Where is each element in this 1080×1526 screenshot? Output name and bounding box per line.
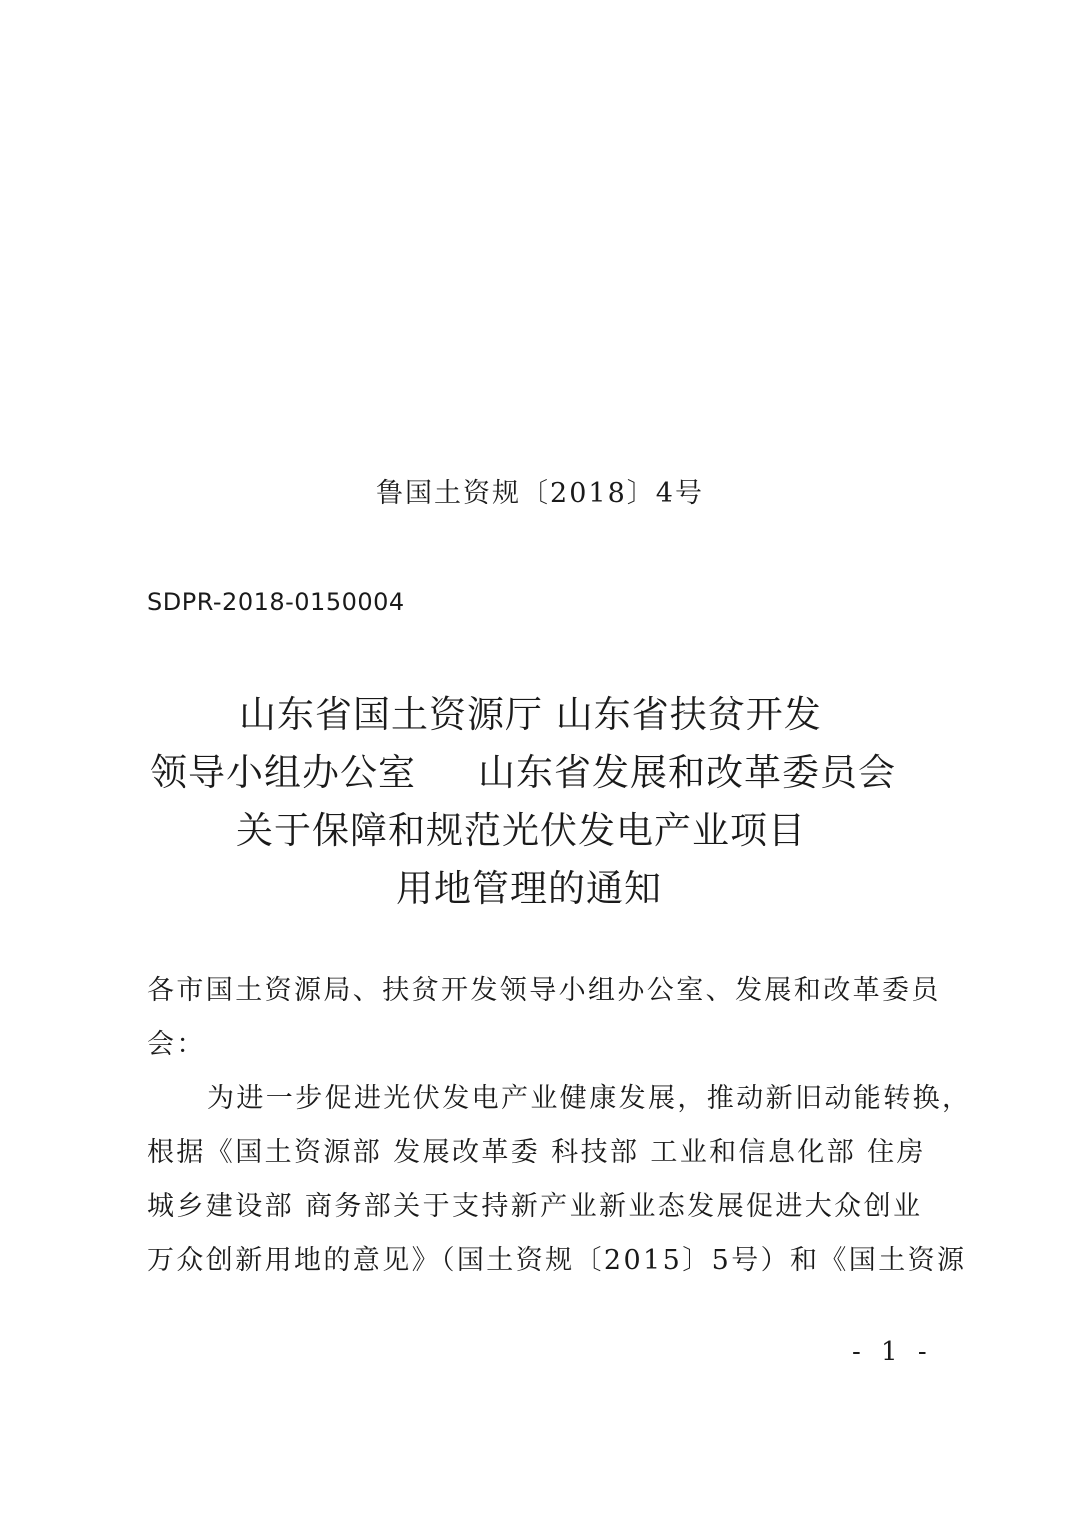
title-line-2-part-2: 山东省发展和改革委员会 bbox=[478, 751, 896, 794]
title-line-4: 用地管理的通知 bbox=[396, 867, 662, 910]
addressee-line-2: 会： bbox=[147, 1029, 206, 1060]
addressee-line-1: 各市国土资源局、扶贫开发领导小组办公室、发展和改革委员 bbox=[147, 975, 941, 1006]
title-line-2-part-1: 领导小组办公室 bbox=[150, 751, 416, 794]
page-number: - 1 - bbox=[852, 1337, 933, 1367]
body-line-1: 为进一步促进光伏发电产业健康发展，推动新旧动能转换， bbox=[207, 1083, 972, 1114]
title-line-3: 关于保障和规范光伏发电产业项目 bbox=[236, 809, 806, 852]
body-line-3: 城乡建设部 商务部关于支持新产业新业态发展促进大众创业 bbox=[147, 1191, 923, 1222]
document-number: 鲁国土资规〔2018〕4号 bbox=[376, 478, 704, 509]
title-line-1: 山东省国土资源厅 山东省扶贫开发 bbox=[239, 693, 822, 736]
title-line-2 bbox=[150, 744, 896, 802]
body-line-2: 根据《国土资源部 发展改革委 科技部 工业和信息化部 住房 bbox=[147, 1137, 926, 1168]
sdpr-code: SDPR-2018-0150004 bbox=[147, 588, 405, 616]
body-line-4: 万众创新用地的意见》（国土资规〔2015〕5号）和《国土资源 bbox=[147, 1245, 967, 1276]
